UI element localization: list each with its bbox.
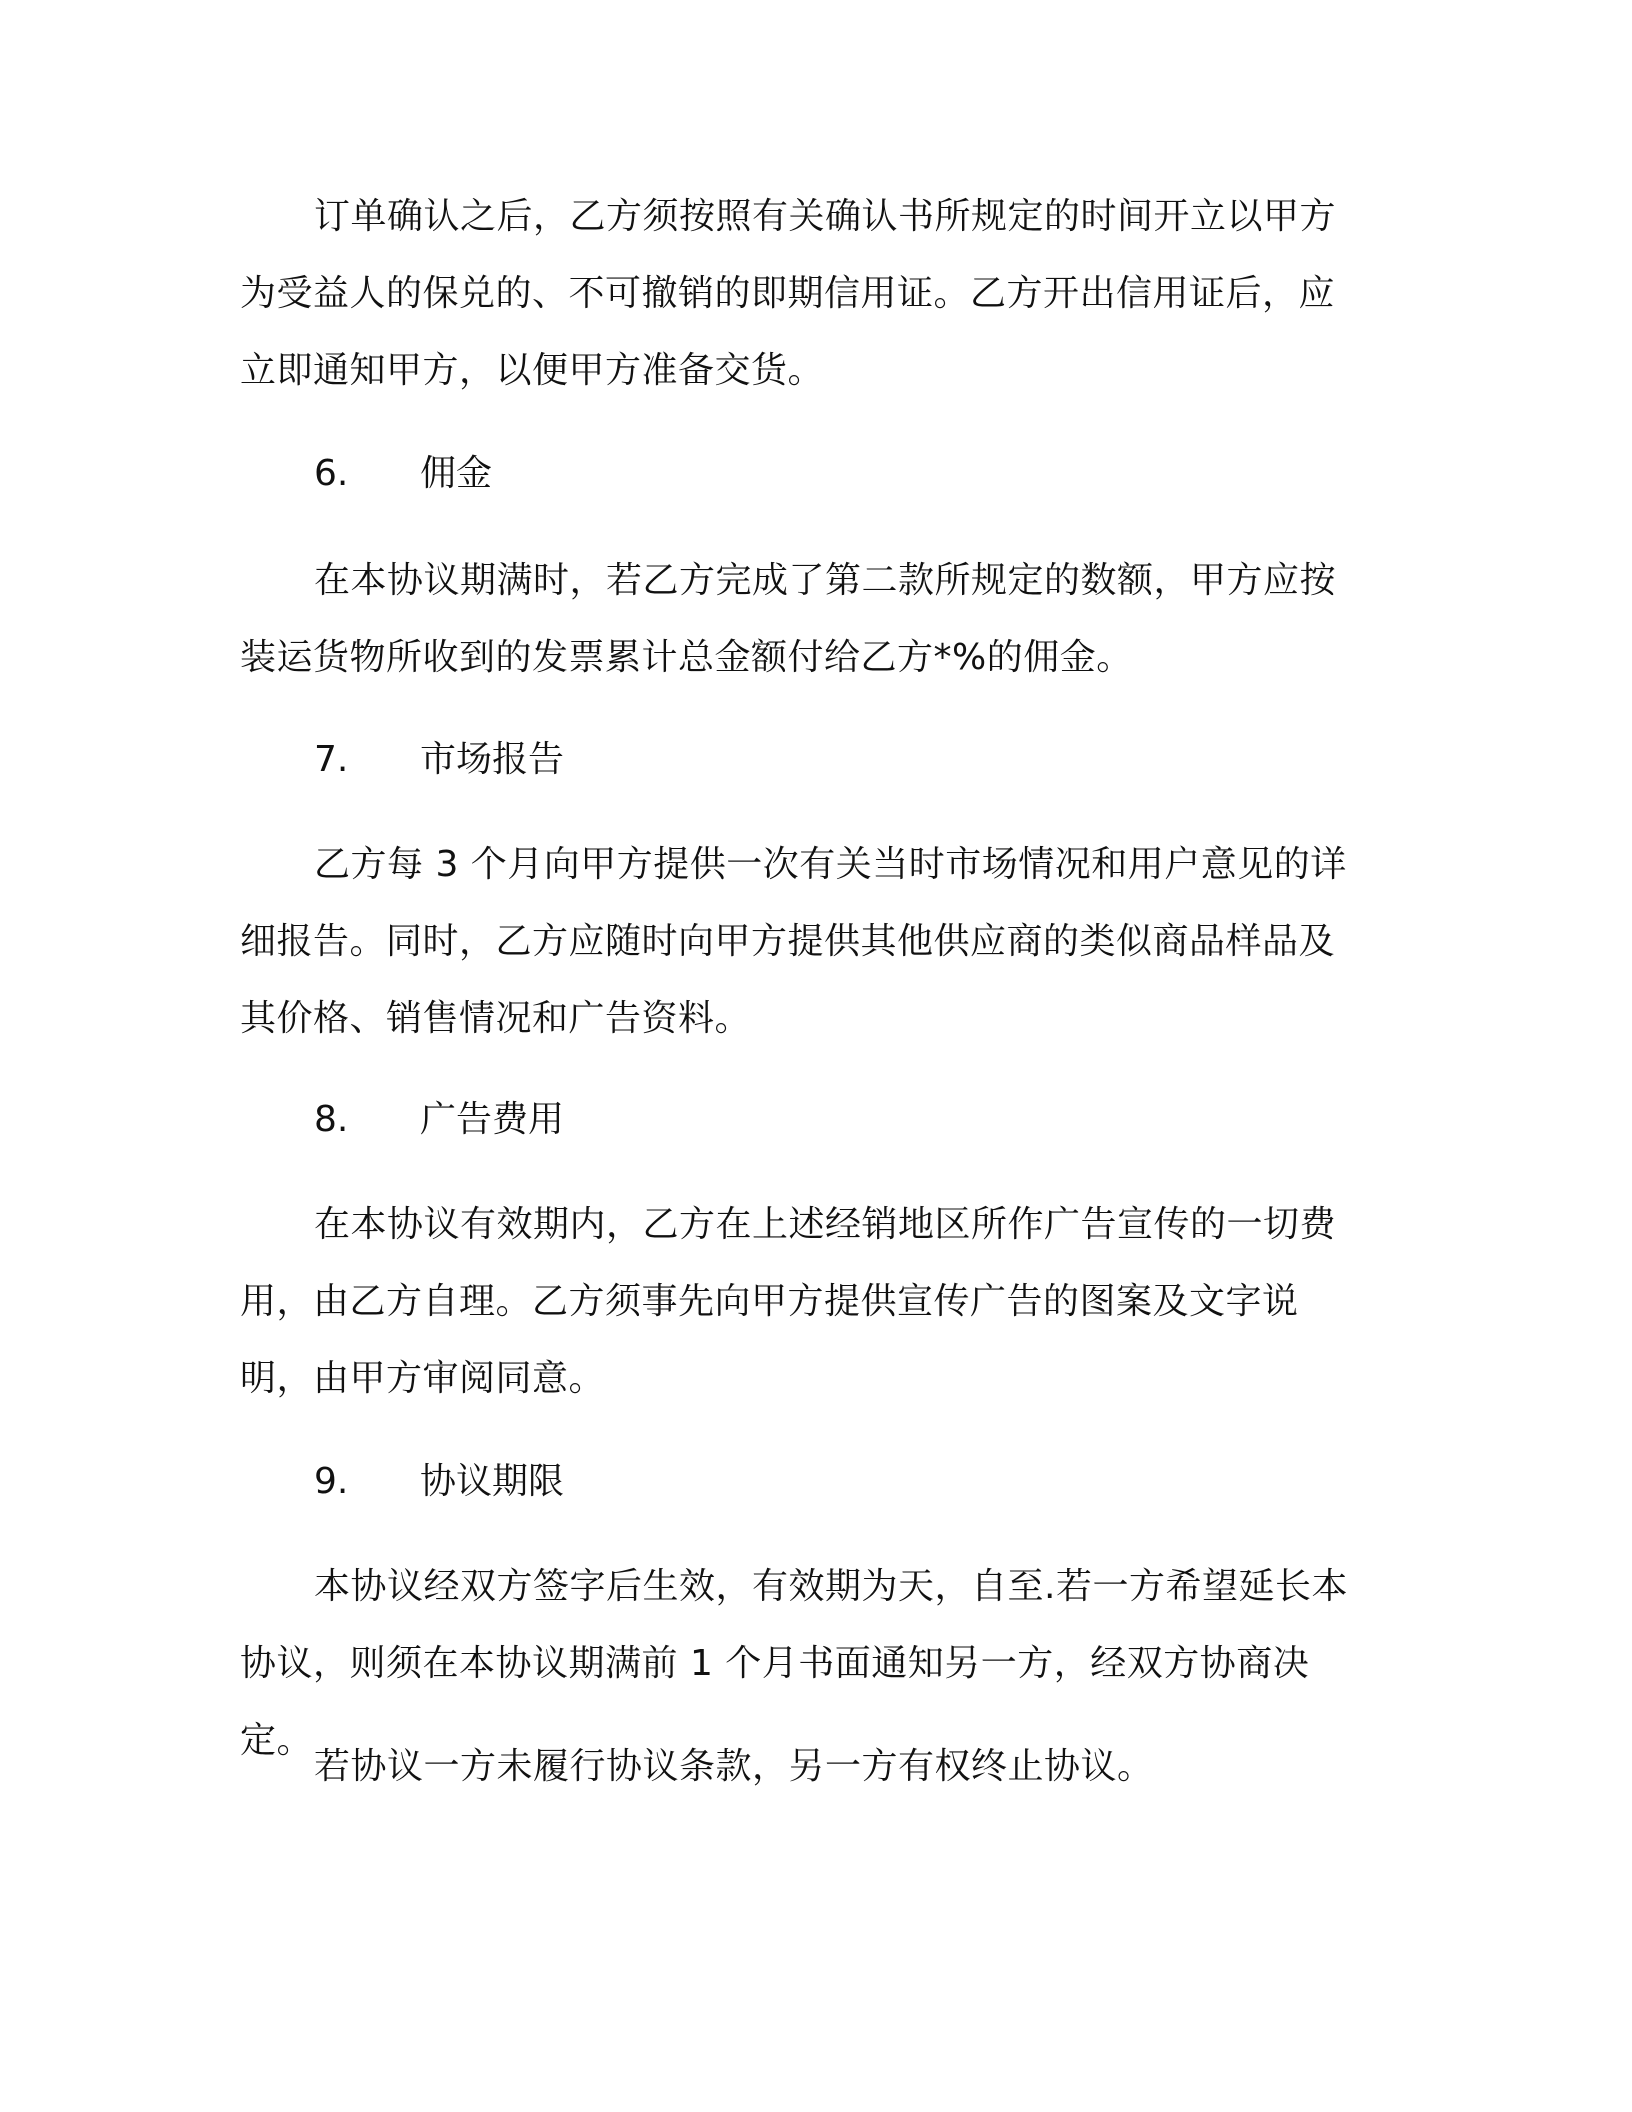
paragraph-market-report: 乙方每 3 个月向甲方提供一次有关当时市场情况和用户意见的详细报告。同时，乙方应随时向甲方提供其他供应商的类似商品样品及其价格、销售情况和广告资料。 <box>240 844 1347 1039</box>
section-number: 7. <box>314 739 349 780</box>
paragraph-advertising-costs: 在本协议有效期内，乙方在上述经销地区所作广告宣传的一切费用，由乙方自理。乙方须事先向甲方提供宣传广告的图案及文字说明，由甲方审阅同意。 <box>240 1204 1337 1399</box>
section-heading-commission <box>314 444 492 504</box>
paragraph-agreement-term: 本协议经双方签字后生效，有效期为天，自至.若一方希望延长本协议，则须在本协议期满前 1 个月书面通知另一方，经双方协商决定。 <box>240 1566 1348 1761</box>
paragraph-order-confirmation: 订单确认之后，乙方须按照有关确认书所规定的时间开立以甲方为受益人的保兑的、不可撤销的即期信用证。乙方开出信用证后，应立即通知甲方，以便甲方准备交货。 <box>240 196 1337 391</box>
document-page <box>240 0 1380 2112</box>
section-number: 9. <box>314 1461 349 1502</box>
section-title: 广告费用 <box>420 1099 565 1140</box>
section-heading-agreement-term <box>314 1452 564 1512</box>
section-title: 协议期限 <box>420 1461 565 1502</box>
section-heading-advertising-costs <box>314 1090 564 1150</box>
paragraph-commission: 在本协议期满时，若乙方完成了第二款所规定的数额，甲方应按装运货物所收到的发票累计总金额付给乙方*%的佣金。 <box>240 560 1337 678</box>
section-title: 佣金 <box>420 453 493 494</box>
section-title: 市场报告 <box>420 739 565 780</box>
section-number: 6. <box>314 453 349 494</box>
section-number: 8. <box>314 1099 349 1140</box>
section-heading-market-report <box>314 730 564 790</box>
paragraph-termination: 若协议一方未履行协议条款，另一方有权终止协议。 <box>314 1746 1154 1787</box>
